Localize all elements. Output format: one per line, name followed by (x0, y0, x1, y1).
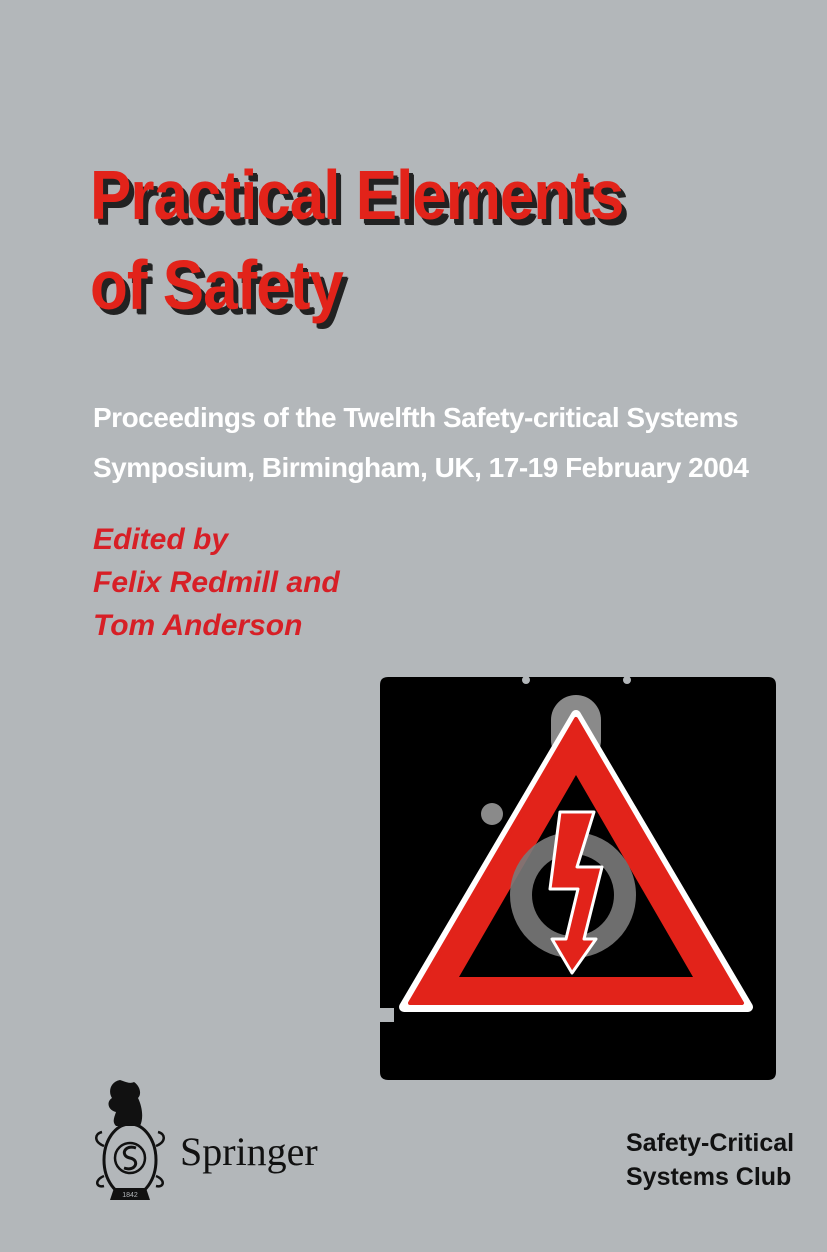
edited-by-label: Edited by (93, 523, 229, 556)
subtitle-line-1: Proceedings of the Twelfth Safety-critical Systems (93, 402, 739, 433)
publisher-imprint (90, 1076, 330, 1206)
svg-text:1842: 1842 (122, 1192, 138, 1199)
editor-name-1: Felix Redmill and (93, 566, 340, 599)
club-line-1: Safety-Critical (626, 1129, 795, 1157)
club-imprint (626, 1126, 794, 1194)
title-line-2: of Safety (90, 247, 343, 325)
knight-chess-piece-icon (90, 1076, 170, 1206)
publisher-name: Springer (180, 1129, 318, 1174)
book-subtitle (93, 393, 748, 493)
book-title (90, 152, 623, 331)
electrical-hazard-warning-icon (380, 677, 776, 1080)
title-line-1: Practical Elements (90, 157, 624, 235)
club-line-2: Systems Club (626, 1163, 792, 1191)
editor-name-2: Tom Anderson (93, 609, 303, 642)
floppy-disk-hazard-artwork (380, 677, 776, 1080)
editors-credit (93, 518, 340, 647)
subtitle-line-2: Symposium, Birmingham, UK, 17-19 February 2004 (93, 452, 749, 483)
